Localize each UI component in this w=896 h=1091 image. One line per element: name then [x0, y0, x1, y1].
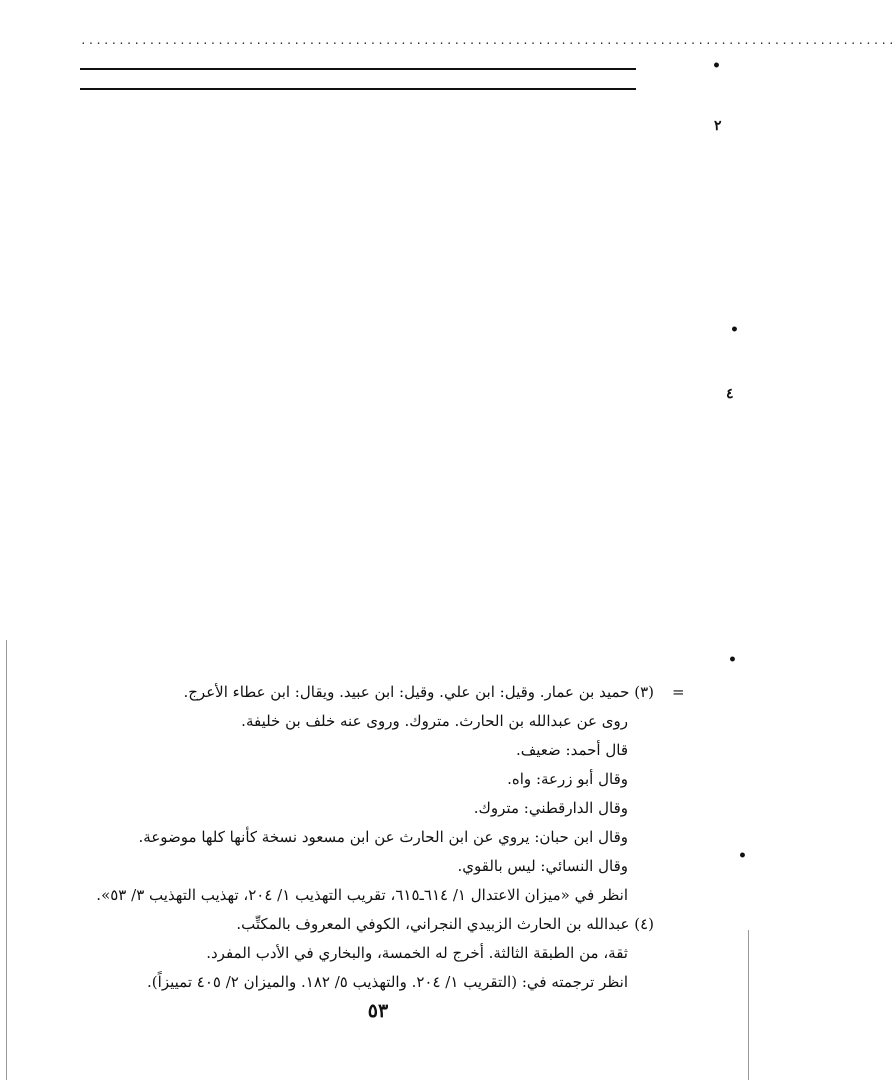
margin-mark: •: [738, 848, 747, 864]
footnote-line: ثقة، من الطبقة الثالثة. أخرج له الخمسة، والبخاري في الأدب المفرد.: [206, 944, 628, 962]
footnote-line: وقال الدارقطني: متروك.: [473, 799, 628, 817]
continuation-mark: =: [672, 683, 685, 701]
footnote-line: قال أحمد: ضعيف.: [515, 741, 628, 759]
footnote-line: (٤) عبدالله بن الحارث الزبيدي النجراني، الكوفي المعروف بالمكتِّب.: [236, 915, 654, 933]
second-rule: [80, 88, 636, 90]
footnote-line: وقال النسائي: ليس بالقوي.: [457, 857, 628, 875]
footnote-line: وقال ابن حبان: يروي عن ابن الحارث عن ابن مسعود نسخة كأنها كلها موضوعة.: [138, 828, 628, 846]
page-number: ٥٣: [367, 1000, 389, 1022]
footnote-line: انظر في «ميزان الاعتدال ١/ ٦١٤ـ٦١٥، تقريب التهذيب ١/ ٢٠٤، تهذيب التهذيب ٣/ ٥٣».: [96, 886, 628, 904]
margin-mark: •: [712, 58, 721, 74]
dotted-rule: ...........................................................................................................: [80, 34, 896, 47]
margin-mark: ٢: [714, 118, 722, 134]
footnotes: [96, 678, 654, 997]
margin-mark: •: [730, 322, 739, 338]
footnote-line: روى عن عبدالله بن الحارث. متروك. وروى عنه خلف بن خليفة.: [241, 712, 628, 730]
margin-mark: ٤: [726, 386, 734, 402]
footnote-line: وقال أبو زرعة: واه.: [507, 770, 628, 788]
top-rule: [80, 68, 636, 70]
footnote-line: (٣) حميد بن عمار. وقيل: ابن علي. وقيل: ابن عبيد. ويقال: ابن عطاء الأعرج.: [183, 683, 654, 701]
margin-mark: •: [728, 652, 737, 668]
footnote-line: انظر ترجمته في: (التقريب ١/ ٢٠٤. والتهذيب ٥/ ١٨٢. والميزان ٢/ ٤٠٥ تمييزاً).: [147, 973, 628, 991]
